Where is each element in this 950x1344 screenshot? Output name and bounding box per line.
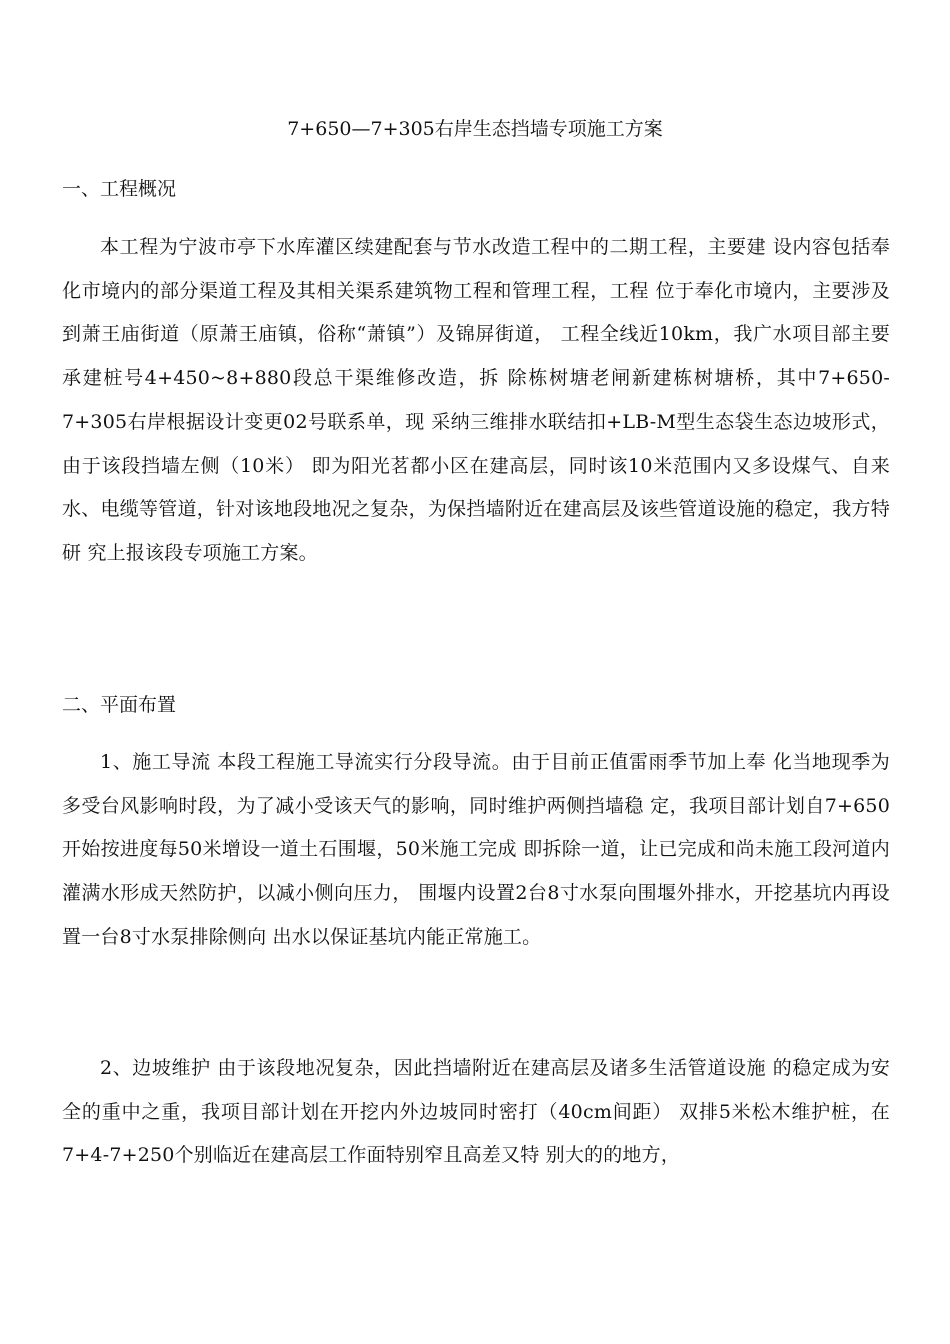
section-heading-overview: 一、工程概况 [62, 178, 177, 200]
section-heading-layout: 二、平面布置 [62, 694, 177, 716]
paragraph-slope-maintenance: 2、边坡维护 由于该段地况复杂，因此挡墙附近在建高层及诸多生活管道设施 的稳定成为安全的重中之重，我项目部计划在开挖内外边坡同时密打（40cm间距） 双排5米松木维护桩，在7+4-7+250个别临近在建高层工作面特别窄且高差又特 别大的的地方， [62, 1057, 890, 1167]
document-title: 7+650—7+305右岸生态挡墙专项施工方案 [287, 118, 663, 140]
paragraph-overview: 本工程为宁波市亭下水库灌区续建配套与节水改造工程中的二期工程，主要建 设内容包括奉化市境内的部分渠道工程及其相关渠系建筑物工程和管理工程，工程 位于奉化市境内，主要涉及到萧王庙街道（原萧王庙镇，俗称“萧镇”）及锦屏街道， 工程全线近10km，我广水项目部主要承建桩号4+450~8+880段总干渠维修改造，拆 除栋树塘老闸新建栋树塘桥，其中7+650-7+305右岸根据设计变更02号联系单，现 采纳三维排水联结扣+LB-M型生态袋生态边坡形式，由于该段挡墙左侧（10米） 即为阳光茗都小区在建高层，同时该10米范围内又多设煤气、自来水、电缆等管道，针对该地段地况之复杂，为保挡墙附近在建高层及该些管道设施的稳定，我方特研 究上报该段专项施工方案。 [62, 236, 890, 564]
paragraph-diversion: 1、施工导流 本段工程施工导流实行分段导流。由于目前正值雷雨季节加上奉 化当地现季为多受台风影响时段，为了减小受该天气的影响，同时维护两侧挡墙稳 定，我项目部计划自7+650开始按进度每50米增设一道土石围堰，50米施工完成 即拆除一道，让已完成和尚未施工段河道内灌满水形成天然防护，以减小侧向压力， 围堰内设置2台8寸水泵向围堰外排水，开挖基坑内再设置一台8寸水泵排除侧向 出水以保证基坑内能正常施工。 [62, 751, 890, 948]
